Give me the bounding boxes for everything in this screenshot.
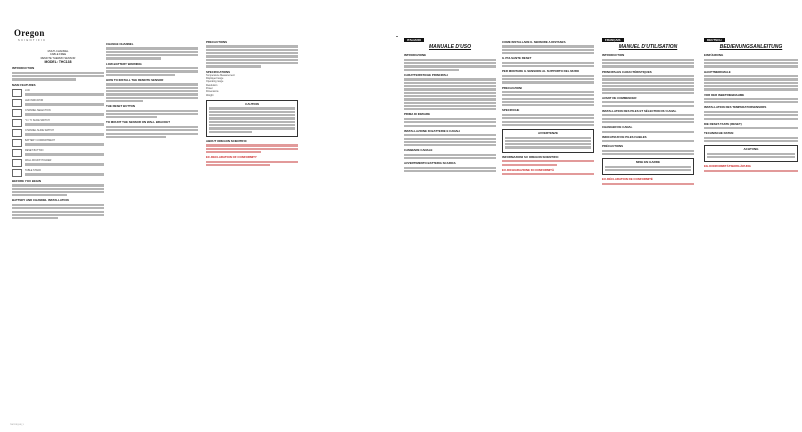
product-title-line-1: MULTI-CHANNEL <box>47 50 69 53</box>
feature-item: °C / °F SLIDE SWITCH <box>12 119 104 127</box>
heading: CARATTERISTICHE PRINCIPALI <box>404 72 449 77</box>
column-english-1 <box>12 50 104 418</box>
feature-item: CHANNEL SLIDE SWITCH <box>12 129 104 137</box>
heading: EU-DICHIARAZIONE DI CONFORMITÀ <box>502 167 555 172</box>
spec-row: Power <box>206 87 213 91</box>
heading: AVANT DE COMMENCER <box>602 95 637 100</box>
spec-row: Operating range <box>206 80 224 84</box>
heading: TECHNISCHE DATEN <box>704 131 734 136</box>
manual-title: BEDIENUNGSANLEITUNG <box>719 44 783 51</box>
language-tab: DEUTSCH <box>704 38 725 42</box>
spec-row: Temperature Measurement <box>206 73 235 77</box>
heading: MAIN FEATURES <box>12 82 36 87</box>
heading: COME INSTALLARE IL SENSORE A DISTANZA <box>502 40 566 44</box>
page-footer: THC138_EN_1 <box>10 424 24 426</box>
heading: VOR DER INBETRIEBNAHME <box>704 92 745 97</box>
feature-item: RESET BUTTON <box>12 149 104 157</box>
heading: INTRODUCTION <box>602 53 625 58</box>
display-icon <box>12 89 22 97</box>
feature-item: LED INDICATOR <box>12 99 104 107</box>
heading: CAMBIARE CANALE <box>404 148 433 153</box>
heading: INTRODUCTION <box>12 66 35 71</box>
stand-icon <box>12 169 22 177</box>
heading: EU-DÉCLARATION DE CONFORMITÉ <box>602 177 653 182</box>
column-deutsch <box>704 38 798 418</box>
heading: EINFÜHRUNG <box>704 53 724 58</box>
switch-icon <box>12 129 22 137</box>
caution-title: CAUTION <box>245 101 259 106</box>
caution-box <box>602 158 694 175</box>
heading: PRINCIPALES CARACTÉRISTIQUES <box>602 69 652 74</box>
heading: EG-KONFORMITÄTSERKLÄRUNG <box>704 164 751 169</box>
manual-title: MANUALE D'USO <box>428 44 472 51</box>
heading: DIE RESET-TASTE (RESET) <box>704 121 742 126</box>
spec-row: Weight <box>206 93 214 97</box>
page-english-2 <box>200 0 400 432</box>
column-francais <box>602 38 694 418</box>
caution-box <box>502 129 594 153</box>
page-deutsch <box>700 0 802 432</box>
battery-icon <box>12 139 22 147</box>
heading: PRÉCAUTIONS <box>602 144 624 149</box>
spec-row: Resolution <box>206 83 218 87</box>
page-italiano <box>400 0 500 432</box>
heading: BATTERY AND CHANNEL INSTALLATION <box>12 198 69 203</box>
caution-box <box>206 100 298 137</box>
feature-item: CHANNEL SELECTION <box>12 109 104 117</box>
page-english <box>0 0 200 432</box>
heading: INSTALLAZIONE DI BATTERIE E CANALI <box>404 128 461 133</box>
heading: ABOUT OREGON SCIENTIFIC <box>206 139 247 144</box>
heading: BEFORE YOU BEGIN <box>12 178 42 183</box>
heading: SPECIFICHE <box>502 108 520 113</box>
reset-icon <box>12 149 22 157</box>
brand-subtitle: SCIENTIFIC <box>18 39 47 42</box>
heading: INSTALLATION DES TEMPERATURSENSORS <box>704 105 767 110</box>
heading: THE RESET BUTTON <box>106 104 136 109</box>
caution-title: AVVERTENZE <box>538 131 558 136</box>
page-francais <box>600 0 700 432</box>
heading: PRIMA DI INIZIARE <box>404 112 431 117</box>
heading: AVVERTIMENTO BATTERIA SCARICA <box>404 161 456 166</box>
language-tab: ITALIANO <box>404 38 424 42</box>
manual-title: MANUEL D'UTILISATION <box>618 44 678 51</box>
heading: LOW-BATTERY WARNING <box>106 61 142 66</box>
feature-item: WALL MOUNT HOLDER <box>12 159 104 167</box>
heading: CHANGE CHANNEL <box>106 42 134 46</box>
product-title-line-2: CABLE FREE <box>49 53 67 57</box>
led-icon <box>12 99 22 107</box>
switch-icon <box>12 119 22 127</box>
page-italiano-2 <box>500 0 600 432</box>
product-title-line-3: REMOTE THERMO SENSOR <box>40 56 76 60</box>
column-italiano-2 <box>502 38 594 418</box>
feature-item: TABLE STAND <box>12 169 104 177</box>
caution-title: MISE EN GARDE <box>635 160 660 165</box>
column-english-3 <box>206 38 298 418</box>
heading: PRECAUZIONI <box>502 85 522 90</box>
heading: CHANGER DE CANAL <box>602 125 633 130</box>
heading: SPECIFICATIONS <box>206 69 231 74</box>
model-number: MODEL: THC138 <box>44 59 72 64</box>
heading: HOW TO INSTALL THE REMOTE SENSOR <box>106 77 164 82</box>
spec-row: Dimensions <box>206 90 219 94</box>
column-english-2 <box>106 40 198 418</box>
brand-logo: Oregon <box>14 28 45 38</box>
heading: TO MOUNT THE SENSOR ON WALL BRACKET <box>106 120 170 125</box>
heading: IL PULSANTE RESET <box>502 56 532 61</box>
heading: PRECAUTIONS <box>206 40 228 44</box>
wall-mount-icon <box>12 159 22 167</box>
column-italiano-1 <box>404 38 496 418</box>
heading: EC-DECLARATION OF CONFORMITY <box>206 155 257 160</box>
spec-row: Displayed range <box>206 77 224 81</box>
heading: INTRODUZIONE <box>404 53 427 58</box>
channel-icon <box>12 109 22 117</box>
heading: INFORMAZIONI SU OREGON SCIENTIFIC <box>502 154 559 159</box>
feature-item: LCD <box>12 89 104 97</box>
language-tab: FRANÇAIS <box>602 38 624 42</box>
heading: INSTALLATION DES PILES ET SÉLECTION DU CANAL <box>602 108 677 113</box>
heading: PER MONTARE IL SENSORE AL SUPPORTO DEL MURO <box>502 69 580 74</box>
heading: INDICATEUR DE PILES FAIBLES <box>602 134 647 139</box>
heading: HAUPTMERKMALE <box>704 69 731 74</box>
caution-box <box>704 145 798 162</box>
feature-item: BATTERY COMPARTMENT <box>12 139 104 147</box>
caution-title: ACHTUNG <box>743 147 759 152</box>
